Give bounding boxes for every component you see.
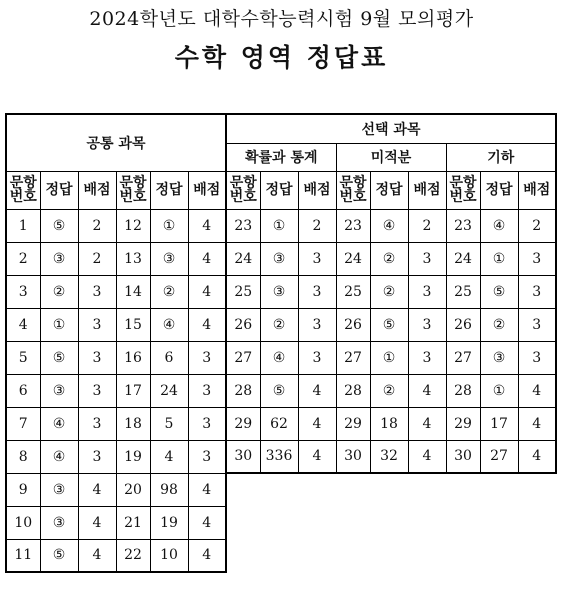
points: 3 [78,308,116,341]
points: 3 [78,440,116,473]
table-row [6,275,556,308]
col-header-points: 배점 [188,171,226,209]
answer: ④ [40,440,78,473]
points: 3 [78,407,116,440]
answer: 19 [150,506,188,539]
points: 4 [78,473,116,506]
col-header-number-line1: 문항 [229,175,257,191]
subject-header-calculus: 미적분 [336,143,446,171]
question-number: 3 [6,275,40,308]
empty-cell [446,506,480,539]
answer: ① [370,341,408,374]
points: 3 [408,242,446,275]
empty-cell [408,473,446,506]
empty-cell [336,473,370,506]
empty-cell [446,539,480,572]
answer: ② [370,242,408,275]
answer: ③ [150,242,188,275]
empty-cell [370,473,408,506]
points: 3 [518,308,556,341]
table-row [6,440,556,473]
question-number: 1 [6,209,40,242]
points: 4 [188,308,226,341]
question-number: 9 [6,473,40,506]
question-number: 29 [446,407,480,440]
subject-header-probability-statistics: 확률과 통계 [226,143,336,171]
question-number: 24 [226,242,260,275]
empty-cell [298,539,336,572]
question-number: 19 [116,440,150,473]
answer: ⑤ [480,275,518,308]
points: 4 [298,407,336,440]
col-header-number-line2: 번호 [449,189,477,205]
points: 4 [518,374,556,407]
answer: ① [150,209,188,242]
points: 4 [518,407,556,440]
table-row [6,539,556,572]
points: 3 [78,275,116,308]
empty-cell [518,473,556,506]
col-header-points: 배점 [518,171,556,209]
answer-table [5,113,557,573]
question-number: 5 [6,341,40,374]
answer: 24 [150,374,188,407]
points: 4 [298,440,336,473]
table-row [6,473,556,506]
answer: ① [40,308,78,341]
table-row [6,242,556,275]
answer: ③ [40,374,78,407]
points: 4 [78,506,116,539]
col-header-number [336,171,370,209]
question-number: 8 [6,440,40,473]
table-row [6,407,556,440]
answer: 4 [150,440,188,473]
column-header-row [6,171,556,209]
question-number: 11 [6,539,40,572]
subject-header-geometry: 기하 [446,143,556,171]
answer: ② [40,275,78,308]
empty-cell [298,473,336,506]
answer: ④ [150,308,188,341]
question-number: 16 [116,341,150,374]
table-row [6,308,556,341]
answer: ② [480,308,518,341]
question-number: 26 [336,308,370,341]
question-number: 15 [116,308,150,341]
question-number: 18 [116,407,150,440]
empty-cell [336,539,370,572]
answer: ③ [40,506,78,539]
question-number: 26 [446,308,480,341]
col-header-answer: 정답 [480,171,518,209]
empty-cell [370,506,408,539]
question-number: 27 [336,341,370,374]
answer-sheet-title: 수학 영역 정답표 [174,43,389,72]
empty-cell [480,539,518,572]
table-row [6,506,556,539]
col-header-number [446,171,480,209]
question-number: 23 [446,209,480,242]
empty-cell [480,506,518,539]
empty-cell [226,473,260,506]
points: 4 [188,275,226,308]
points: 3 [188,440,226,473]
table-row [6,374,556,407]
points: 3 [518,242,556,275]
answer: ② [260,308,298,341]
points: 2 [78,209,116,242]
col-header-answer: 정답 [40,171,78,209]
question-number: 25 [446,275,480,308]
question-number: 10 [6,506,40,539]
answer: ⑤ [40,209,78,242]
points: 3 [408,308,446,341]
question-number: 28 [336,374,370,407]
empty-cell [408,506,446,539]
points: 4 [78,539,116,572]
empty-cell [518,539,556,572]
points: 3 [188,407,226,440]
empty-cell [260,473,298,506]
col-header-number [116,171,150,209]
col-header-answer: 정답 [370,171,408,209]
empty-cell [370,539,408,572]
question-number: 6 [6,374,40,407]
table-row [6,209,556,242]
points: 3 [408,341,446,374]
question-number: 30 [446,440,480,473]
points: 4 [408,440,446,473]
points: 4 [298,374,336,407]
answer: 17 [480,407,518,440]
points: 3 [408,275,446,308]
col-header-number-line1: 문항 [119,175,147,191]
col-header-number [226,171,260,209]
answer: ⑤ [40,539,78,572]
answer: ② [150,275,188,308]
question-number: 22 [116,539,150,572]
answer: ① [480,374,518,407]
empty-cell [518,506,556,539]
col-header-number-line1: 문항 [339,175,367,191]
answer: ③ [260,275,298,308]
col-header-points: 배점 [78,171,116,209]
question-number: 20 [116,473,150,506]
question-number: 27 [446,341,480,374]
points: 3 [298,308,336,341]
answer: ④ [260,341,298,374]
question-number: 23 [226,209,260,242]
answer: ⑤ [370,308,408,341]
empty-cell [226,539,260,572]
points: 2 [408,209,446,242]
answer: ③ [260,242,298,275]
common-subject-header: 공통 과목 [6,114,226,171]
question-number: 25 [336,275,370,308]
points: 3 [518,275,556,308]
points: 3 [188,374,226,407]
empty-cell [226,506,260,539]
answer: 10 [150,539,188,572]
table-row [6,341,556,374]
answer: ① [260,209,298,242]
col-header-answer: 정답 [150,171,188,209]
empty-cell [408,539,446,572]
answer: ⑤ [40,341,78,374]
points: 4 [188,209,226,242]
question-number: 14 [116,275,150,308]
points: 3 [298,341,336,374]
empty-cell [298,506,336,539]
question-number: 27 [226,341,260,374]
question-number: 26 [226,308,260,341]
question-number: 17 [116,374,150,407]
answer: 27 [480,440,518,473]
answer: ② [370,374,408,407]
answer: 98 [150,473,188,506]
question-number: 29 [336,407,370,440]
points: 3 [298,242,336,275]
question-number: 30 [226,440,260,473]
elective-subject-header: 선택 과목 [226,114,556,143]
col-header-number-line1: 문항 [449,175,477,191]
question-number: 12 [116,209,150,242]
empty-cell [480,473,518,506]
col-header-points: 배점 [408,171,446,209]
empty-cell [336,506,370,539]
col-header-number [6,171,40,209]
points: 3 [78,341,116,374]
question-number: 24 [336,242,370,275]
answer: ③ [40,473,78,506]
question-number: 25 [226,275,260,308]
question-number: 24 [446,242,480,275]
answer: ④ [40,407,78,440]
answer: ③ [40,242,78,275]
points: 2 [78,242,116,275]
answer: 6 [150,341,188,374]
col-header-answer: 정답 [260,171,298,209]
question-number: 28 [446,374,480,407]
question-number: 2 [6,242,40,275]
col-header-number-line2: 번호 [9,189,37,205]
points: 2 [518,209,556,242]
answer: 18 [370,407,408,440]
col-header-number-line2: 번호 [229,189,257,205]
question-number: 21 [116,506,150,539]
points: 4 [188,506,226,539]
answer: 5 [150,407,188,440]
answer: 62 [260,407,298,440]
points: 3 [518,341,556,374]
empty-cell [260,539,298,572]
points: 3 [298,275,336,308]
points: 2 [298,209,336,242]
points: 4 [408,407,446,440]
answer: 336 [260,440,298,473]
question-number: 7 [6,407,40,440]
points: 4 [408,374,446,407]
answer: ② [370,275,408,308]
answer: ⑤ [260,374,298,407]
answer: ④ [480,209,518,242]
points: 3 [188,341,226,374]
exam-title: 2024학년도 대학수학능력시험 9월 모의평가 [89,8,474,30]
question-number: 28 [226,374,260,407]
col-header-number-line2: 번호 [119,189,147,205]
points: 4 [188,242,226,275]
answer: 32 [370,440,408,473]
question-number: 4 [6,308,40,341]
points: 3 [78,374,116,407]
empty-cell [446,473,480,506]
answer: ① [480,242,518,275]
header-row-1 [6,114,556,143]
question-number: 13 [116,242,150,275]
answer: ③ [480,341,518,374]
question-number: 30 [336,440,370,473]
points: 4 [518,440,556,473]
empty-cell [260,506,298,539]
question-number: 29 [226,407,260,440]
answer: ④ [370,209,408,242]
col-header-number-line1: 문항 [9,175,37,191]
points: 4 [188,473,226,506]
col-header-number-line2: 번호 [339,189,367,205]
col-header-points: 배점 [298,171,336,209]
question-number: 23 [336,209,370,242]
points: 4 [188,539,226,572]
